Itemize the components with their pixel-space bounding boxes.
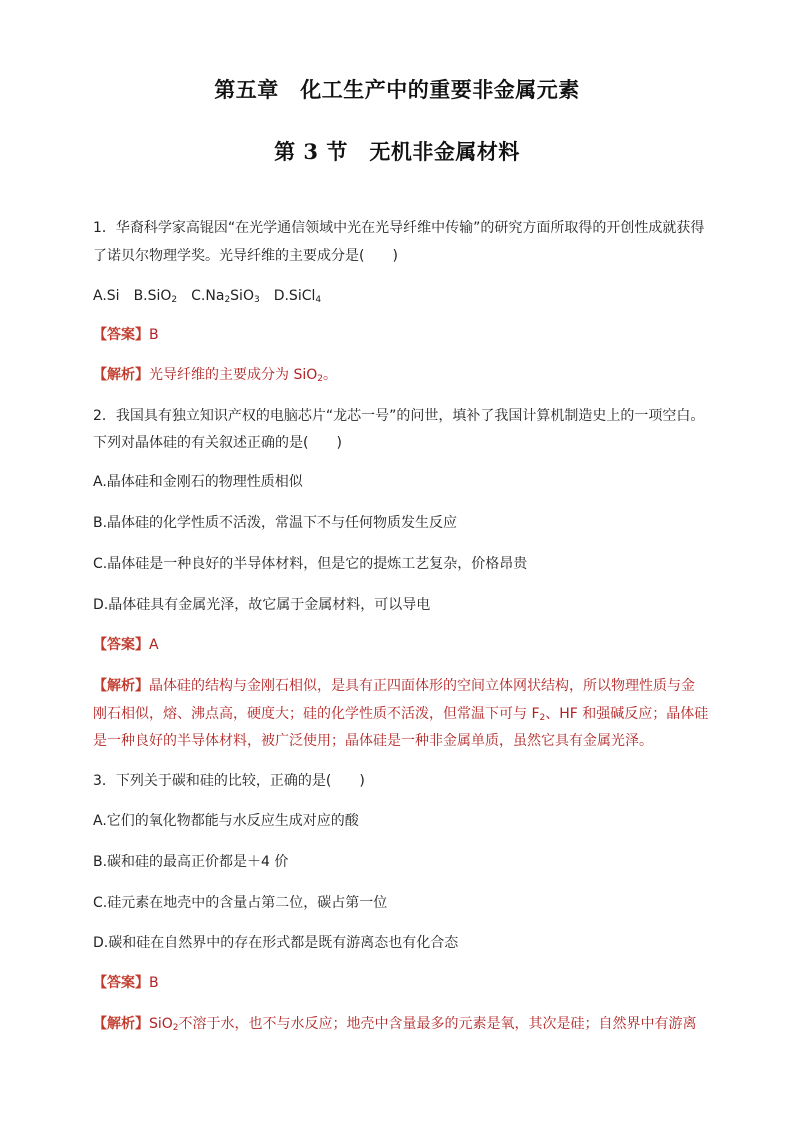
q2-option-d: D.晶体硅具有金属光泽，故它属于金属材料，可以导电 [93, 597, 431, 613]
q2-option-b: B.晶体硅的化学性质不活泼，常温下不与任何物质发生反应 [93, 515, 458, 531]
q3-option-c: C.硅元素在地壳中的含量占第二位，碳占第一位 [93, 895, 388, 911]
q2-stem-line2: 下列对晶体硅的有关叙述正确的是( ) [93, 435, 342, 451]
q1-option-d: D.SiCl$_4$ [273, 288, 322, 305]
q2-stem-line1: 2．我国具有独立知识产权的电脑芯片“龙芯一号”的问世，填补了我国计算机制造史上的一项空白。 [93, 408, 705, 424]
q2-analysis-line3: 是一种良好的半导体材料，被广泛使用；晶体硅是一种非金属单质，虽然它具有金属光泽。 [93, 733, 653, 749]
q1-option-c: $C.Na_2SiO_3$ [191, 288, 260, 305]
analysis-tag: 【解析】 [93, 678, 149, 694]
q1-option-b: B.SiO$_2$ [133, 288, 178, 305]
q2-analysis-line1: 【解析】晶体硅的结构与金刚石相似，是具有正四面体形的空间立体网状结构，所以物理性质与金 [93, 678, 695, 694]
answer-tag: 【答案】 [93, 327, 149, 343]
q1-stem-line2: 了诺贝尔物理学奖。光导纤维的主要成分是( ) [93, 248, 398, 264]
analysis-tag: 【解析】 [93, 367, 149, 383]
q1-analysis: 【解析】光导纤维的主要成分为 SiO$_2$。 [93, 367, 337, 384]
analysis-tag: 【解析】 [93, 1016, 149, 1032]
q3-option-b: B.碳和硅的最高正价都是＋4 价 [93, 854, 289, 870]
answer-tag: 【答案】 [93, 637, 149, 653]
q1-stem-line1: 1．华裔科学家高锟因“在光学通信领域中光在光导纤维中传输”的研究方面所取得的开创性成就获得 [93, 220, 705, 236]
q3-answer-value: B [149, 975, 159, 991]
q3-option-a: A.它们的氧化物都能与水反应生成对应的酸 [93, 813, 359, 829]
q2-option-a: A.晶体硅和金刚石的物理性质相似 [93, 474, 303, 490]
q3-analysis: 【解析】SiO$_2$不溶于水，也不与水反应；地壳中含量最多的元素是氧，其次是硅；自然界中有游离 [93, 1016, 697, 1033]
q1-answer-value: B [149, 327, 159, 343]
q2-option-c: C.晶体硅是一种良好的半导体材料，但是它的提炼工艺复杂，价格昂贵 [93, 556, 528, 572]
chapter-title: 第五章 化工生产中的重要非金属元素 [214, 77, 580, 102]
q1-answer [93, 326, 713, 344]
section-title: 第 3 节 无机非金属材料 [274, 139, 520, 164]
q1-options [93, 287, 713, 305]
q2-analysis-line2: 刚石相似，熔、沸点高，硬度大；硅的化学性质不活泼，但常温下可与 $F_2$、HF 和强碱反应；晶体硅 [93, 706, 709, 723]
q2-answer [93, 636, 713, 654]
q3-answer [93, 974, 713, 992]
q3-option-d: D.碳和硅在自然界中的存在形式都是既有游离态也有化合态 [93, 935, 459, 951]
answer-tag: 【答案】 [93, 975, 149, 991]
q3-stem: 3．下列关于碳和硅的比较，正确的是( ) [93, 773, 365, 789]
q1-option-a: A.Si [93, 288, 120, 304]
q2-answer-value: A [149, 637, 159, 653]
